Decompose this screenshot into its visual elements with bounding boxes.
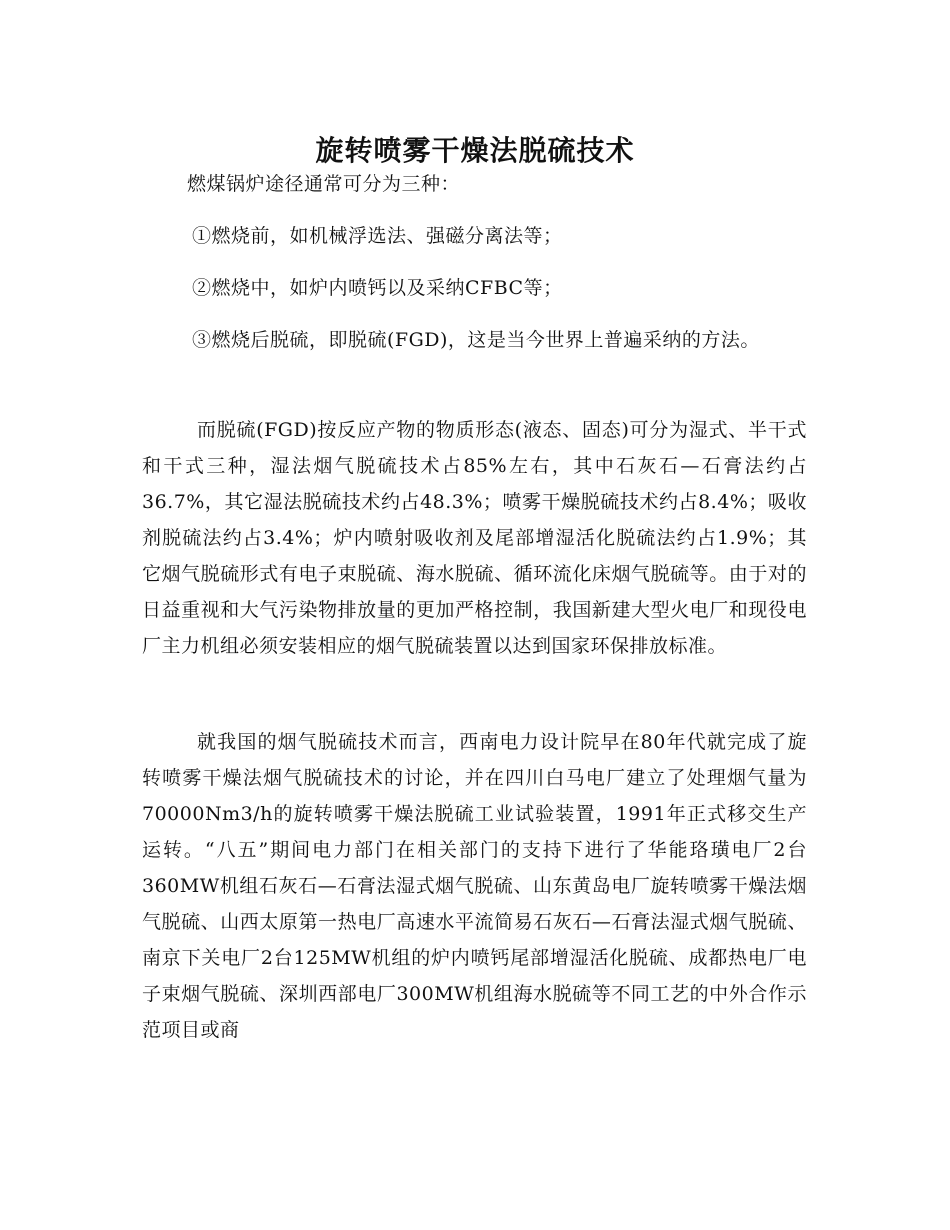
document-title: 旋转喷雾干燥法脱硫技术 — [315, 133, 635, 167]
list-item: ②燃烧中，如炉内喷钙以及采纳CFBC等； — [192, 277, 563, 299]
body-paragraph: 就我国的烟气脱硫技术而言，西南电力设计院早在80年代就完成了旋转喷雾干燥法烟气脱硫技术的讨论，并在四川白马电厂建立了处理烟气量为70000Nm3/h的旋转喷雾干燥法脱硫工业试验装置，1991年正式移交生产运转。“八五”期间电力部门在相关部门的支持下进行了华能珞璜电厂2台360MW机组石灰石—石膏法湿式烟气脱硫、山东黄岛电厂旋转喷雾干燥法烟气脱硫、山西太原第一热电厂高速水平流简易石灰石—石膏法湿式烟气脱硫、南京下关电厂2台125MW机组的炉内喷钙尾部增湿活化脱硫、成都热电厂电子束烟气脱硫、深圳西部电厂300MW机组海水脱硫等不同工艺的中外合作示范项目或商 — [142, 731, 807, 1041]
list-item: ①燃烧前，如机械浮选法、强磁分离法等； — [192, 225, 563, 247]
intro-paragraph: 燃煤锅炉途径通常可分为三种： — [187, 173, 461, 195]
body-paragraph: 而脱硫(FGD)按反应产物的物质形态(液态、固态)可分为湿式、半干式和干式三种，湿法烟气脱硫技术占85%左右，其中石灰石—石膏法约占36.7%，其它湿法脱硫技术约占48.3%；喷雾干燥脱硫技术约占8.4%；吸收剂脱硫法约占3.4%；炉内喷射吸收剂及尾部增湿活化脱硫法约占1.9%；其它烟气脱硫形式有电子束脱硫、海水脱硫、循环流化床烟气脱硫等。由于对的日益重视和大气污染物排放量的更加严格控制，我国新建大型火电厂和现役电厂主力机组必须安装相应的烟气脱硫装置以达到国家环保排放标准。 — [142, 419, 807, 657]
list-item: ③燃烧后脱硫，即脱硫(FGD)，这是当今世界上普遍采纳的方法。 — [192, 329, 760, 351]
